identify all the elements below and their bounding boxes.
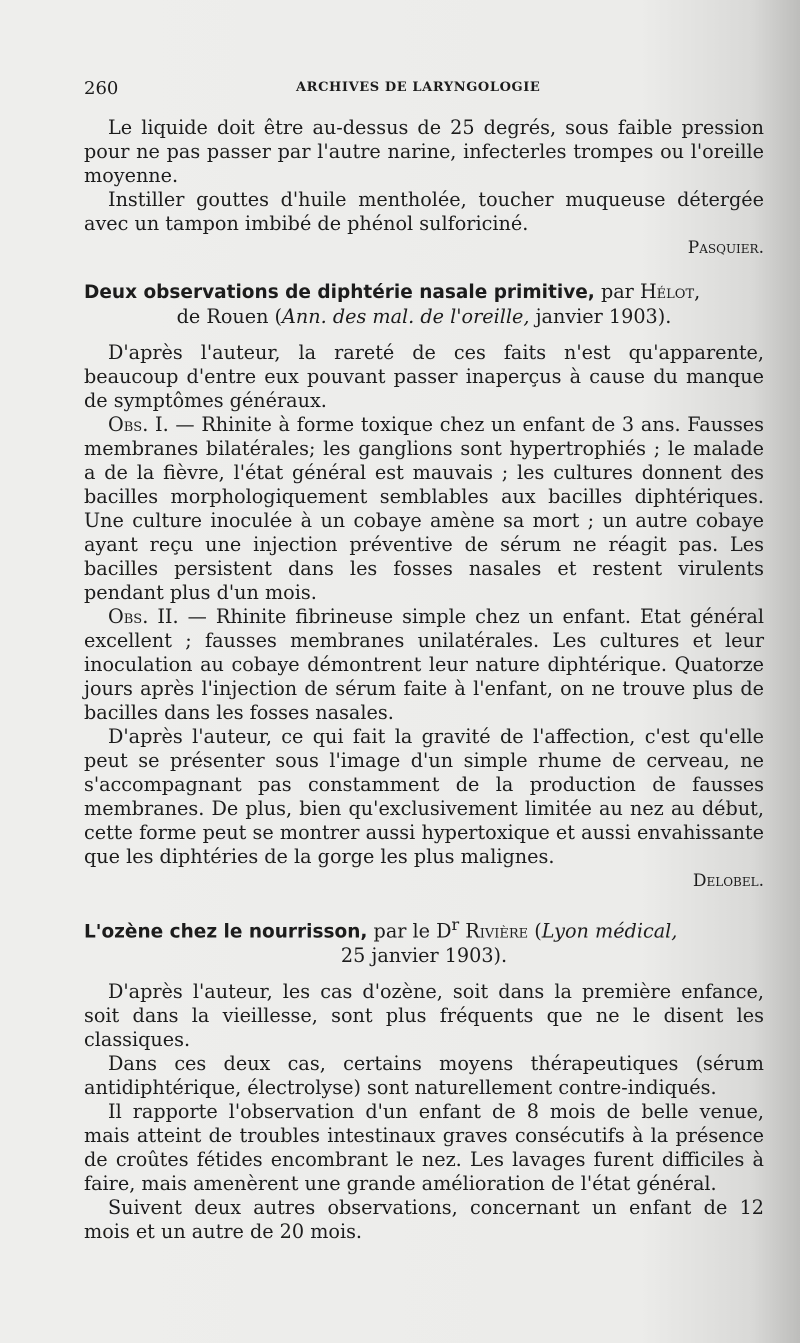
- running-head: ARCHIVES DE LARYNGOLOGIE: [296, 80, 541, 95]
- observation-1: [84, 413, 764, 605]
- article-author: Hélot,: [639, 280, 701, 303]
- obs-text: — Rhinite à forme toxique chez un enfant de 3 ans. Fausses membranes bilatérales; les ganglions sont hypertrophiés ; le malade a de la fièvre, l'état général est mauvais ; les cultures donnent des bacilles morphologiquement semblables aux bacilles diphtériques. Une culture inoculée à un cobaye amène sa mort ; un autre cobaye ayant reçu une injection préventive de sérum ne réagit pas. Les bacilles persistent dans les fosses nasales et restent virulents pendant plus d'un mois.: [84, 413, 764, 604]
- paragraph: D'après l'auteur, ce qui fait la gravité de l'affection, c'est qu'elle peut se présenter sous l'image d'un simple rhume de cerveau, ne s'accompagnant pas constamment de la production de fausses membranes. De plus, bien qu'exclusivement limitée au nez au début, cette forme peut se montrer aussi hypertoxique et aussi envahissante que les diphtéries de la gorge les plus malignes.: [84, 725, 764, 868]
- obs-label: Obs. II.: [108, 605, 179, 628]
- page-number: 260: [84, 78, 119, 99]
- article-by: par: [594, 280, 640, 303]
- article-heading-ozene: [84, 913, 764, 944]
- signature-pasquier: Pasquier.: [687, 238, 764, 258]
- dr-superscript: r: [451, 915, 460, 934]
- paren: (: [528, 919, 542, 943]
- paragraph: Dans ces deux cas, certains moyens thérapeutiques (sérum antidiphtérique, électrolyse) sont naturellement contre-indiqués.: [84, 1052, 764, 1100]
- source-journal: Lyon médical,: [541, 919, 678, 943]
- source-date: janvier 1903).: [529, 305, 672, 328]
- page-header: [84, 78, 770, 102]
- source-affiliation: de Rouen (: [176, 305, 283, 328]
- article-author: Rivière: [459, 919, 529, 943]
- observation-2: [84, 605, 764, 725]
- paragraph: Le liquide doit être au-dessus de 25 degrés, sous faible pression pour ne pas passer par l'autre narine, infecterles trompes ou l'oreille moyenne.: [84, 116, 764, 187]
- paragraph: D'après l'auteur, les cas d'ozène, soit dans la première enfance, soit dans la vieillesse, sont plus fréquents que ne le disent les classiques.: [84, 980, 764, 1052]
- article-title: L'ozène chez le nourrisson,: [84, 921, 368, 943]
- obs-text: — Rhinite fibrineuse simple chez un enfant. Etat général excellent ; fausses membranes unilatérales. Les cultures et leur inoculation au cobaye démontrent leur nature diphtérique. Quatorze jours après l'injection de sérum faite à l'enfant, on ne trouve plus de bacilles dans les fosses nasales.: [84, 605, 764, 724]
- paragraph: Instiller gouttes d'huile mentholée, toucher muqueuse détergée avec un tampon imbibé de phénol sulforiciné.: [84, 188, 764, 235]
- source-date: 25 janvier 1903).: [340, 944, 508, 968]
- source-journal: Ann. des mal. de l'oreille,: [282, 305, 530, 328]
- paragraph: Il rapporte l'observation d'un enfant de 8 mois de belle venue, mais atteint de troubles intestinaux graves consécutifs à la présence de croûtes fétides encombrant le nez. Les lavages furent difficiles à faire, mais amenèrent une grande amélioration de l'état général.: [84, 1100, 764, 1196]
- article-heading-diphterie: [84, 280, 764, 305]
- article-source: [84, 305, 764, 329]
- obs-label: Obs. I.: [108, 413, 169, 436]
- signature-delobel: Delobel.: [692, 871, 764, 891]
- page-body: [84, 116, 764, 1244]
- article-title: Deux observations de diphtérie nasale primitive,: [84, 282, 595, 303]
- article-by: par le D: [367, 919, 452, 943]
- paragraph: D'après l'auteur, la rareté de ces faits n'est qu'apparente, beaucoup d'entre eux pouvant passer inaperçus à cause du manque de symptômes généraux.: [84, 341, 764, 412]
- paragraph: Suivent deux autres observations, concernant un enfant de 12 mois et un autre de 20 mois.: [84, 1196, 764, 1244]
